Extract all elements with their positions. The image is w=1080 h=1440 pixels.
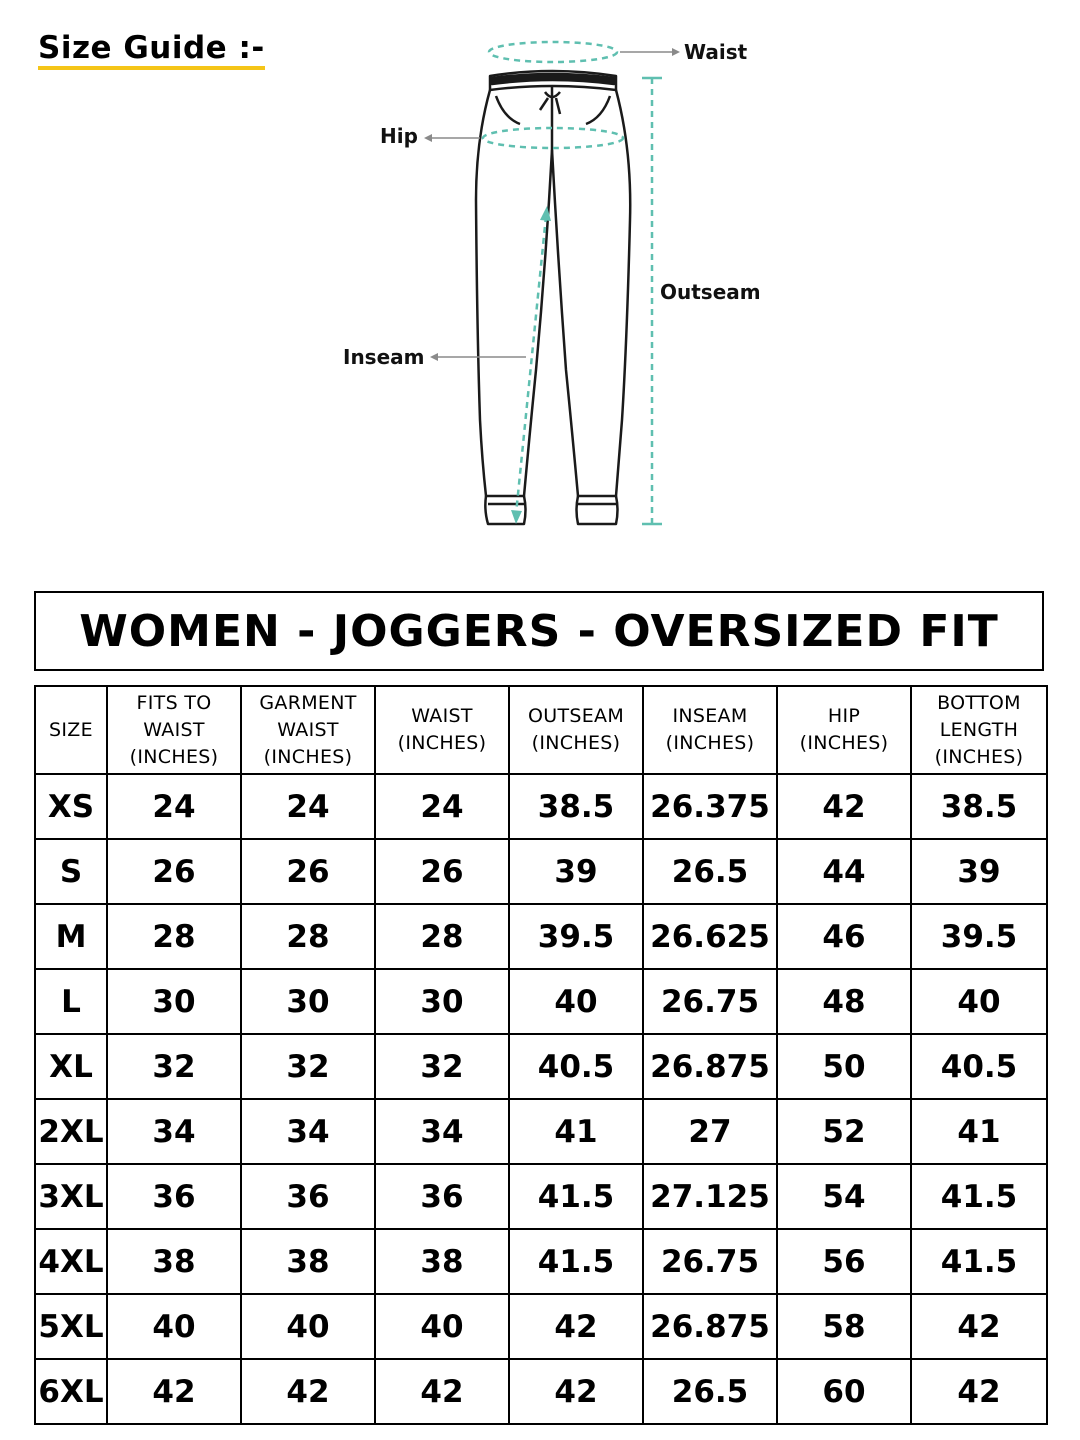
- measurement-cell: 54: [777, 1164, 911, 1229]
- header-line: BOTTOM: [937, 691, 1021, 714]
- table-row: [35, 1164, 1047, 1229]
- header-line: GARMENT: [259, 691, 357, 714]
- header-waist: [375, 686, 509, 774]
- header-line: (INCHES): [665, 732, 755, 754]
- header-line: WAIST: [411, 705, 473, 727]
- hip-arrow-icon: [424, 134, 432, 142]
- measurement-cell: 34: [375, 1099, 509, 1164]
- measurement-cell: 38: [107, 1229, 241, 1294]
- measurement-cell: 34: [107, 1099, 241, 1164]
- size-cell: M: [35, 904, 107, 969]
- table-row: [35, 1294, 1047, 1359]
- measurement-cell: 32: [375, 1034, 509, 1099]
- measurement-cell: 40: [107, 1294, 241, 1359]
- measurement-cell: 28: [375, 904, 509, 969]
- header-outseam: [509, 686, 643, 774]
- header-line: SIZE: [49, 718, 93, 741]
- inseam-label: Inseam: [343, 345, 425, 369]
- measurement-cell: 26.5: [643, 1359, 777, 1424]
- measurement-cell: 26.5: [643, 839, 777, 904]
- size-cell: 3XL: [35, 1164, 107, 1229]
- measurement-cell: 38: [375, 1229, 509, 1294]
- measurement-cell: 56: [777, 1229, 911, 1294]
- measurement-cell: 26.75: [643, 969, 777, 1034]
- measurement-cell: 42: [241, 1359, 375, 1424]
- measurement-cell: 24: [107, 774, 241, 839]
- measurement-cell: 26.875: [643, 1034, 777, 1099]
- measurement-cell: 40: [241, 1294, 375, 1359]
- measurement-cell: 42: [107, 1359, 241, 1424]
- measurement-cell: 41.5: [911, 1164, 1047, 1229]
- size-chart-title-text: WOMEN - JOGGERS - OVERSIZED FIT: [79, 605, 999, 657]
- measurement-cell: 36: [375, 1164, 509, 1229]
- header-line: WAIST: [143, 718, 205, 741]
- measurement-cell: 38: [241, 1229, 375, 1294]
- waist-label: Waist: [684, 40, 748, 64]
- size-cell: S: [35, 839, 107, 904]
- inseam-bottom-arrow-icon: [511, 510, 522, 524]
- measurement-cell: 41.5: [509, 1164, 643, 1229]
- size-cell: 2XL: [35, 1099, 107, 1164]
- measurement-cell: 42: [509, 1294, 643, 1359]
- size-cell: L: [35, 969, 107, 1034]
- header-line: FITS TO: [136, 691, 212, 714]
- size-cell: 6XL: [35, 1359, 107, 1424]
- measurement-cell: 38.5: [509, 774, 643, 839]
- measurement-cell: 42: [911, 1294, 1047, 1359]
- measurement-cell: 42: [777, 774, 911, 839]
- joggers-diagram: [0, 0, 1080, 560]
- inseam-arrow-icon: [430, 353, 438, 361]
- size-chart-table: [34, 685, 1048, 1425]
- measurement-cell: 24: [241, 774, 375, 839]
- header-line: INSEAM: [672, 705, 748, 727]
- inseam-measure-line: [516, 216, 546, 514]
- header-line: (INCHES): [263, 745, 353, 768]
- waist-measure-ellipse: [489, 42, 617, 62]
- size-chart-title: [34, 591, 1044, 671]
- measurement-cell: 60: [777, 1359, 911, 1424]
- size-cell: 4XL: [35, 1229, 107, 1294]
- measurement-cell: 41.5: [911, 1229, 1047, 1294]
- measurement-cell: 30: [375, 969, 509, 1034]
- measurement-cell: 36: [107, 1164, 241, 1229]
- size-cell: XL: [35, 1034, 107, 1099]
- measurement-cell: 26: [241, 839, 375, 904]
- outseam-label: Outseam: [660, 280, 761, 304]
- measurement-cell: 42: [911, 1359, 1047, 1424]
- measurement-cell: 40: [509, 969, 643, 1034]
- measurement-cell: 40.5: [509, 1034, 643, 1099]
- measurement-cell: 44: [777, 839, 911, 904]
- measurement-cell: 58: [777, 1294, 911, 1359]
- measurement-cell: 46: [777, 904, 911, 969]
- measurement-cell: 50: [777, 1034, 911, 1099]
- table-row: [35, 1034, 1047, 1099]
- measurement-cell: 30: [241, 969, 375, 1034]
- measurement-cell: 40.5: [911, 1034, 1047, 1099]
- size-cell: XS: [35, 774, 107, 839]
- header-line: (INCHES): [799, 732, 889, 754]
- measurement-cell: 39: [911, 839, 1047, 904]
- measurement-cell: 39.5: [509, 904, 643, 969]
- measurement-cell: 36: [241, 1164, 375, 1229]
- measurement-cell: 26: [107, 839, 241, 904]
- table-header-row: [35, 686, 1047, 774]
- measurement-cell: 26.875: [643, 1294, 777, 1359]
- header-hip: [777, 686, 911, 774]
- header-garment-waist: [241, 686, 375, 774]
- measurement-cell: 34: [241, 1099, 375, 1164]
- header-line: (INCHES): [531, 732, 621, 754]
- header-line: (INCHES): [129, 745, 219, 768]
- measurement-cell: 38.5: [911, 774, 1047, 839]
- header-line: HIP: [827, 705, 861, 727]
- header-line: (INCHES): [934, 745, 1024, 768]
- table-row: [35, 774, 1047, 839]
- measurement-cell: 40: [375, 1294, 509, 1359]
- table-row: [35, 904, 1047, 969]
- measurement-cell: 42: [509, 1359, 643, 1424]
- header-fits-to-waist: [107, 686, 241, 774]
- table-row: [35, 969, 1047, 1034]
- measurement-cell: 24: [375, 774, 509, 839]
- header-line: (INCHES): [397, 732, 487, 754]
- size-guide-title-text: Size Guide :-: [38, 30, 265, 70]
- joggers-outline-illustration: [476, 71, 630, 524]
- measurement-cell: 42: [375, 1359, 509, 1424]
- measurement-cell: 41.5: [509, 1229, 643, 1294]
- measurement-cell: 26.375: [643, 774, 777, 839]
- measurement-cell: 26.75: [643, 1229, 777, 1294]
- table-row: [35, 1099, 1047, 1164]
- measurement-cell: 32: [107, 1034, 241, 1099]
- header-line: OUTSEAM: [527, 705, 625, 727]
- table-row: [35, 1229, 1047, 1294]
- header-line: WAIST: [277, 718, 339, 741]
- header-size: [35, 686, 107, 774]
- table-row: [35, 1359, 1047, 1424]
- measurement-cell: 40: [911, 969, 1047, 1034]
- measurement-cell: 26: [375, 839, 509, 904]
- measurement-cell: 52: [777, 1099, 911, 1164]
- measurement-cell: 32: [241, 1034, 375, 1099]
- header-bottom-length: [911, 686, 1047, 774]
- size-table-body: [35, 774, 1047, 1424]
- hip-label: Hip: [380, 124, 418, 148]
- measurement-cell: 39: [509, 839, 643, 904]
- measurement-cell: 28: [107, 904, 241, 969]
- measurement-cell: 28: [241, 904, 375, 969]
- measurement-cell: 30: [107, 969, 241, 1034]
- size-cell: 5XL: [35, 1294, 107, 1359]
- waist-arrow-icon: [672, 48, 680, 56]
- measurement-cell: 41: [911, 1099, 1047, 1164]
- measurement-cell: 48: [777, 969, 911, 1034]
- table-row: [35, 839, 1047, 904]
- header-inseam: [643, 686, 777, 774]
- measurement-cell: 41: [509, 1099, 643, 1164]
- measurement-cell: 39.5: [911, 904, 1047, 969]
- measurement-cell: 26.625: [643, 904, 777, 969]
- header-line: LENGTH: [939, 718, 1019, 741]
- measurement-cell: 27.125: [643, 1164, 777, 1229]
- measurement-cell: 27: [643, 1099, 777, 1164]
